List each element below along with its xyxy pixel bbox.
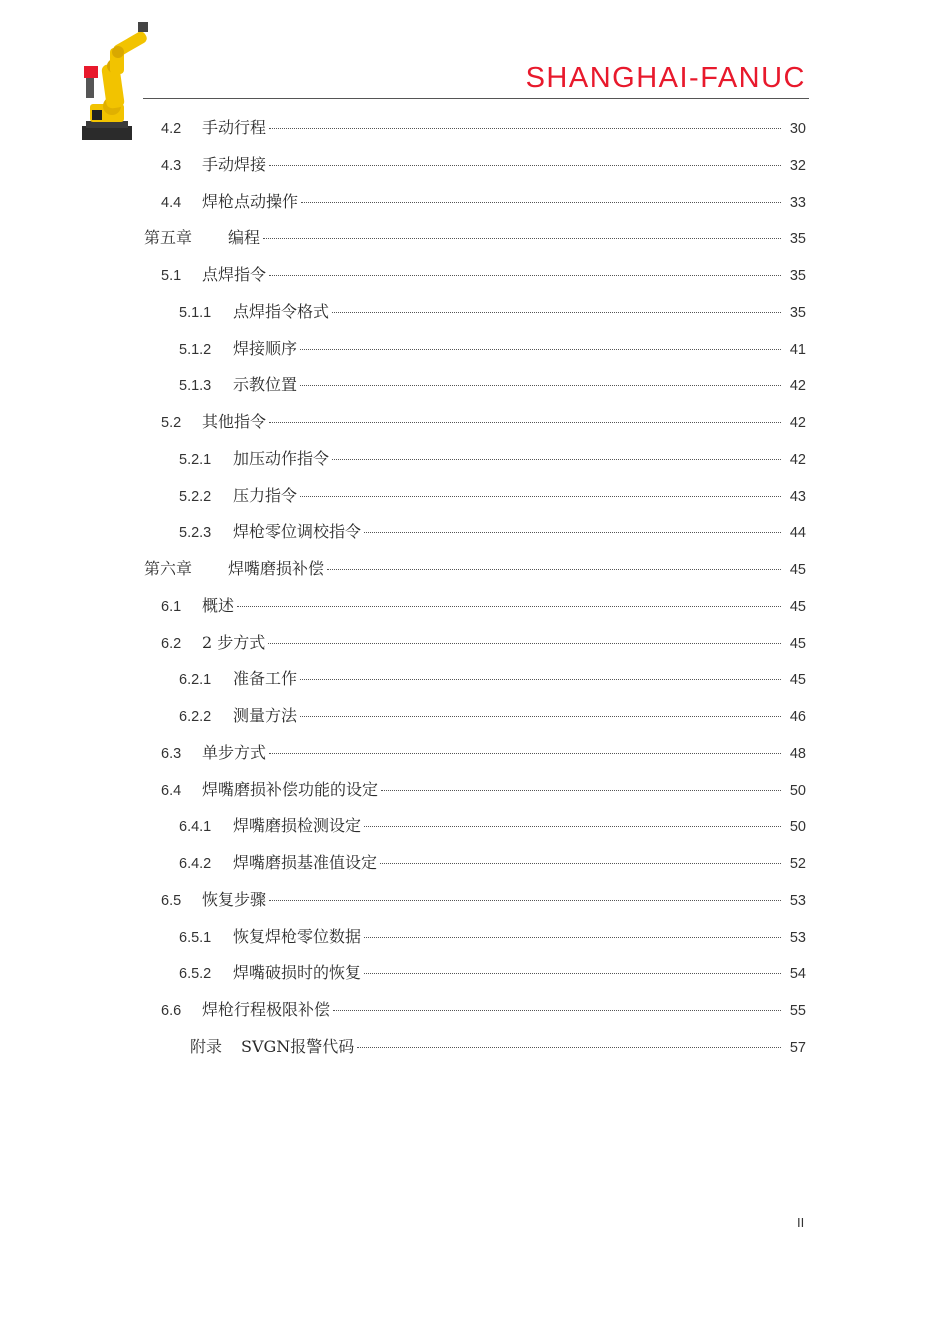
toc-entry-title: 焊嘴破损时的恢复	[233, 963, 362, 983]
toc-entry-title: 概述	[202, 595, 235, 615]
toc-entry-number: 6.4	[161, 782, 182, 799]
toc-entry-page: 54	[789, 966, 806, 983]
toc-entry-title: SVGN报警代码	[241, 1036, 355, 1056]
toc-entry-number: 6.5	[161, 892, 182, 909]
toc-entry-number: 6.6	[161, 1003, 182, 1019]
toc-entry-page: 41	[789, 341, 806, 358]
toc-entry-number: 5.1.1	[179, 304, 212, 321]
toc-dot-leader	[332, 459, 781, 460]
toc-entry[interactable]	[161, 116, 806, 140]
toc-entry-title: 示教位置	[233, 375, 298, 395]
toc-dot-leader	[300, 349, 781, 350]
toc-entry-page: 35	[789, 231, 806, 248]
toc-entry-page: 43	[789, 488, 806, 505]
industrial-robot-arm-icon	[76, 18, 152, 142]
toc-entry-page: 46	[789, 709, 806, 725]
toc-entry-page: 55	[789, 1003, 806, 1019]
toc-entry-title: 手动行程	[202, 118, 267, 137]
toc-entry-title: 其他指令	[202, 412, 267, 431]
toc-entry[interactable]	[190, 1035, 806, 1059]
toc-dot-leader	[301, 202, 781, 203]
toc-entry[interactable]	[144, 557, 806, 581]
toc-entry[interactable]	[179, 520, 806, 544]
toc-entry-title: 焊嘴磨损补偿功能的设定	[202, 779, 379, 799]
toc-entry-number: 4.3	[161, 157, 182, 174]
toc-entry-title: 点焊指令格式	[233, 301, 330, 321]
toc-entry-page: 32	[789, 157, 806, 174]
toc-entry-number: 6.2.1	[179, 672, 212, 689]
toc-entry-page: 45	[789, 562, 806, 578]
toc-dot-leader	[300, 385, 781, 386]
toc-dot-leader	[268, 643, 781, 644]
toc-entry[interactable]	[179, 373, 806, 397]
toc-dot-leader	[300, 496, 781, 497]
toc-entry-number: 4.4	[161, 194, 182, 211]
toc-entry-title: 2 步方式	[202, 632, 266, 652]
toc-entry-number: 5.2	[161, 415, 182, 431]
toc-entry-title: 焊枪点动操作	[202, 191, 299, 211]
toc-entry-page: 57	[789, 1039, 806, 1056]
toc-entry-number: 5.2.3	[179, 525, 212, 542]
toc-dot-leader	[327, 569, 781, 570]
toc-dot-leader	[380, 863, 781, 864]
toc-entry[interactable]	[161, 263, 806, 287]
toc-entry-page: 30	[789, 121, 806, 137]
toc-entry[interactable]	[161, 778, 806, 802]
toc-entry-number: 6.5.2	[179, 966, 212, 983]
toc-dot-leader	[333, 1010, 781, 1011]
toc-entry[interactable]	[179, 667, 806, 691]
toc-dot-leader	[269, 753, 781, 754]
toc-entry-page: 33	[789, 194, 806, 211]
toc-entry-page: 44	[789, 525, 806, 542]
toc-entry[interactable]	[161, 741, 806, 765]
toc-dot-leader	[357, 1047, 781, 1048]
toc-entry[interactable]	[144, 226, 806, 250]
toc-entry-page: 53	[789, 892, 806, 909]
toc-entry-page: 35	[789, 268, 806, 284]
toc-entry-number: 附录	[190, 1036, 223, 1056]
toc-entry-title: 恢复焊枪零位数据	[233, 926, 362, 946]
toc-entry-number: 6.3	[161, 745, 182, 762]
toc-entry-page: 48	[789, 745, 806, 762]
toc-dot-leader	[263, 238, 781, 239]
toc-entry[interactable]	[179, 447, 806, 471]
toc-entry-page: 52	[789, 856, 806, 872]
toc-entry-title: 单步方式	[202, 742, 267, 762]
toc-entry[interactable]	[161, 888, 806, 912]
toc-entry-title: 焊嘴磨损检测设定	[233, 816, 362, 836]
toc-entry-number: 第五章	[144, 228, 193, 248]
toc-dot-leader	[269, 900, 781, 901]
toc-entry-page: 50	[789, 782, 806, 799]
toc-entry-page: 42	[789, 451, 806, 468]
toc-entry-number: 6.2	[161, 635, 182, 652]
toc-dot-leader	[332, 312, 781, 313]
toc-entry-page: 45	[789, 598, 806, 615]
toc-entry-number: 5.2.1	[179, 451, 212, 468]
toc-entry-number: 4.2	[161, 121, 182, 137]
toc-entry-title: 焊枪零位调校指令	[233, 522, 362, 542]
toc-dot-leader	[269, 422, 781, 423]
toc-entry-title: 焊嘴磨损补偿	[228, 559, 325, 578]
toc-dot-leader	[364, 532, 781, 533]
toc-dot-leader	[364, 973, 781, 974]
toc-entry-page: 35	[789, 304, 806, 321]
toc-dot-leader	[269, 165, 781, 166]
header-divider	[143, 98, 809, 99]
toc-entry-title: 焊枪行程极限补偿	[202, 1000, 331, 1019]
toc-entry-number: 6.4.2	[179, 856, 212, 872]
toc-entry-title: 手动焊接	[202, 154, 267, 174]
toc-entry-title: 点焊指令	[202, 265, 267, 284]
toc-dot-leader	[300, 716, 781, 717]
toc-entry[interactable]	[179, 337, 806, 361]
toc-entry[interactable]	[179, 814, 806, 838]
toc-entry-title: 准备工作	[233, 669, 298, 689]
toc-entry-title: 恢复步骤	[202, 889, 267, 909]
toc-entry-title: 加压动作指令	[233, 448, 330, 468]
toc-entry-number: 6.1	[161, 598, 182, 615]
toc-entry[interactable]	[179, 484, 806, 508]
toc-dot-leader	[364, 937, 781, 938]
toc-entry-title: 测量方法	[233, 706, 298, 725]
toc-entry-number: 5.1	[161, 268, 182, 284]
toc-entry-page: 42	[789, 415, 806, 431]
toc-dot-leader	[300, 679, 781, 680]
toc-entry-title: 焊接顺序	[233, 338, 298, 358]
toc-dot-leader	[269, 128, 781, 129]
toc-dot-leader	[381, 790, 781, 791]
toc-entry[interactable]	[161, 190, 806, 214]
toc-entry-number: 5.1.2	[179, 341, 212, 358]
toc-entry-page: 50	[789, 819, 806, 836]
toc-entry-title: 编程	[228, 228, 261, 248]
toc-entry[interactable]	[179, 961, 806, 985]
toc-entry[interactable]	[161, 631, 806, 655]
toc-entry-page: 45	[789, 635, 806, 652]
toc-entry-number: 6.5.1	[179, 929, 212, 946]
toc-dot-leader	[237, 606, 781, 607]
brand-title: SHANGHAI-FANUC	[525, 62, 806, 94]
toc-entry[interactable]	[179, 925, 806, 949]
toc-entry[interactable]	[161, 410, 806, 434]
toc-entry[interactable]	[161, 153, 806, 177]
toc-entry-page: 45	[789, 672, 806, 689]
page-number: II	[797, 1215, 805, 1230]
toc-entry[interactable]	[179, 300, 806, 324]
toc-entry-number: 5.2.2	[179, 488, 212, 505]
toc-entry-page: 53	[789, 929, 806, 946]
toc-dot-leader	[269, 275, 781, 276]
toc-dot-leader	[364, 826, 781, 827]
toc-entry-number: 5.1.3	[179, 378, 212, 395]
toc-entry-number: 6.2.2	[179, 709, 212, 725]
toc-entry-number: 6.4.1	[179, 819, 212, 836]
toc-entry-title: 压力指令	[233, 485, 298, 505]
toc-entry-number: 第六章	[144, 559, 193, 578]
toc-entry[interactable]	[161, 998, 806, 1022]
toc-entry[interactable]	[179, 851, 806, 875]
toc-entry-title: 焊嘴磨损基准值设定	[233, 853, 378, 872]
toc-entry[interactable]	[161, 594, 806, 618]
toc-entry-page: 42	[789, 378, 806, 395]
toc-entry[interactable]	[179, 704, 806, 728]
